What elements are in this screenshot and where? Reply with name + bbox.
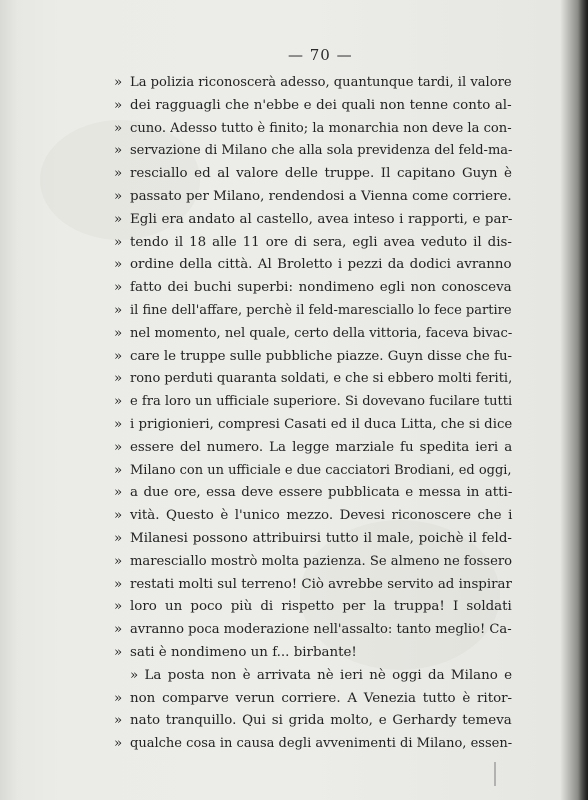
line-text: essere del numero. La legge marziale fu spedita ieri a — [130, 439, 513, 455]
scan-mark — [494, 762, 496, 786]
text-line — [114, 186, 514, 209]
quote-mark: » — [114, 599, 123, 615]
line-text: vità. Questo è l'unico mezzo. Devesi riconoscere che i — [130, 508, 513, 524]
quote-mark: » — [114, 462, 123, 478]
line-text: maresciallo mostrò molta pazienza. Se almeno ne fossero — [130, 553, 513, 569]
quote-mark: » — [114, 120, 123, 136]
quote-mark: » — [114, 348, 123, 364]
text-line — [114, 232, 514, 255]
line-text: il fine dell'affare, perchè il feld-maresciallo lo fece partire — [130, 302, 512, 318]
quote-mark: » — [114, 143, 123, 159]
quote-mark: » — [114, 188, 123, 204]
line-text: sati è nondimeno un f... birbante! — [130, 644, 357, 660]
text-line — [114, 596, 514, 619]
line-text: Egli era andato al castello, avea inteso i rapporti, e par- — [130, 211, 513, 227]
line-text: care le truppe sulle pubbliche piazze. Guyn disse che fu- — [130, 348, 513, 364]
text-line — [114, 414, 514, 437]
text-line — [114, 346, 514, 369]
line-text: i prigionieri, compresi Casati ed il duca Litta, che si dice — [130, 416, 513, 432]
line-text: non comparve verun corriere. A Venezia tutto è ritor- — [130, 690, 513, 706]
page-edge-shadow — [578, 0, 588, 800]
quote-mark: » — [114, 622, 123, 638]
quote-mark: » — [114, 644, 123, 660]
text-line — [114, 95, 514, 118]
text-line — [114, 733, 514, 756]
text-line — [114, 551, 514, 574]
line-text: loro un poco più di rispetto per la truppa! I soldati — [130, 599, 512, 615]
line-text: Milano con un ufficiale e due cacciatori Brodiani, ed oggi, — [130, 462, 512, 478]
quote-mark: » — [114, 280, 123, 296]
quote-mark: » — [114, 736, 123, 752]
quote-mark: » — [114, 234, 123, 250]
quote-mark: » — [114, 302, 123, 318]
line-text: La polizia riconoscerà adesso, quantunque tardi, il valore — [130, 75, 512, 90]
text-line — [114, 482, 514, 505]
quote-mark: » — [114, 257, 123, 273]
line-text: resciallo ed al valore delle truppe. Il capitano Guyn è — [130, 166, 512, 182]
line-text: e fra loro un ufficiale superiore. Si dovevano fucilare tutti — [130, 394, 513, 410]
line-text: fatto dei buchi superbi: nondimeno egli non conosceva — [130, 280, 512, 296]
text-line — [114, 118, 514, 141]
line-text: qualche cosa in causa degli avvenimenti di Milano, essen- — [130, 736, 513, 752]
line-text: nel momento, nel quale, certo della vittoria, faceva bivac- — [130, 325, 513, 341]
text-line — [114, 528, 514, 551]
quote-mark: » — [114, 97, 123, 113]
line-text: Milanesi possono attribuirsi tutto il male, poichè il feld- — [130, 530, 512, 546]
quote-mark: » — [114, 690, 123, 706]
quote-mark: » — [114, 530, 123, 546]
quote-mark: » — [114, 485, 123, 501]
quote-mark: » — [114, 394, 123, 410]
quote-mark: » — [114, 416, 123, 432]
text-line — [114, 437, 514, 460]
text-line — [114, 300, 514, 323]
line-text: ordine della città. Al Broletto i pezzi da dodici avranno — [130, 257, 512, 273]
line-text: nato tranquillo. Qui si grida molto, e Gerhardy temeva — [130, 713, 512, 729]
text-line — [114, 619, 514, 642]
line-text: tendo il 18 alle 11 ore di sera, egli avea veduto il dis- — [130, 234, 512, 250]
quote-mark: » — [114, 211, 123, 227]
body-text — [114, 72, 514, 756]
text-line — [114, 368, 514, 391]
page-number: — 70 — — [288, 46, 353, 64]
line-text: dei ragguagli che n'ebbe e dei quali non tenne conto al- — [130, 97, 512, 113]
line-text: restati molti sul terreno! Ciò avrebbe servito ad inspirar — [130, 576, 512, 592]
quote-mark: » — [114, 166, 123, 182]
line-text: servazione di Milano che alla sola previdenza del feld-ma- — [130, 143, 513, 159]
text-line — [114, 163, 514, 186]
text-line — [114, 72, 514, 95]
text-line — [114, 460, 514, 483]
text-line — [114, 505, 514, 528]
quote-mark: » — [114, 713, 123, 729]
text-line — [114, 254, 514, 277]
line-text: » La posta non è arrivata nè ieri nè oggi da Milano e — [130, 667, 513, 683]
line-text: cuno. Adesso tutto è finito; la monarchia non deve la con- — [130, 120, 512, 136]
quote-mark: » — [114, 325, 123, 341]
text-line — [114, 277, 514, 300]
text-line — [114, 642, 514, 665]
text-line — [114, 140, 514, 163]
text-line — [114, 323, 514, 346]
quote-mark: » — [114, 508, 123, 524]
text-line — [114, 710, 514, 733]
quote-mark: » — [114, 75, 123, 90]
text-line — [114, 209, 514, 232]
quote-mark: » — [114, 553, 123, 569]
line-text: passato per Milano, rendendosi a Vienna come corriere. — [130, 188, 512, 204]
text-line — [114, 688, 514, 711]
text-line — [114, 665, 514, 688]
text-line — [114, 391, 514, 414]
text-line — [114, 574, 514, 597]
quote-mark: » — [114, 576, 123, 592]
line-text: rono perduti quaranta soldati, e che si ebbero molti feriti, — [130, 371, 513, 387]
line-text: a due ore, essa deve essere pubblicata e messa in atti- — [130, 485, 513, 501]
quote-mark: » — [114, 439, 123, 455]
line-text: avranno poca moderazione nell'assalto: tanto meglio! Ca- — [130, 622, 512, 638]
quote-mark: » — [114, 371, 123, 387]
